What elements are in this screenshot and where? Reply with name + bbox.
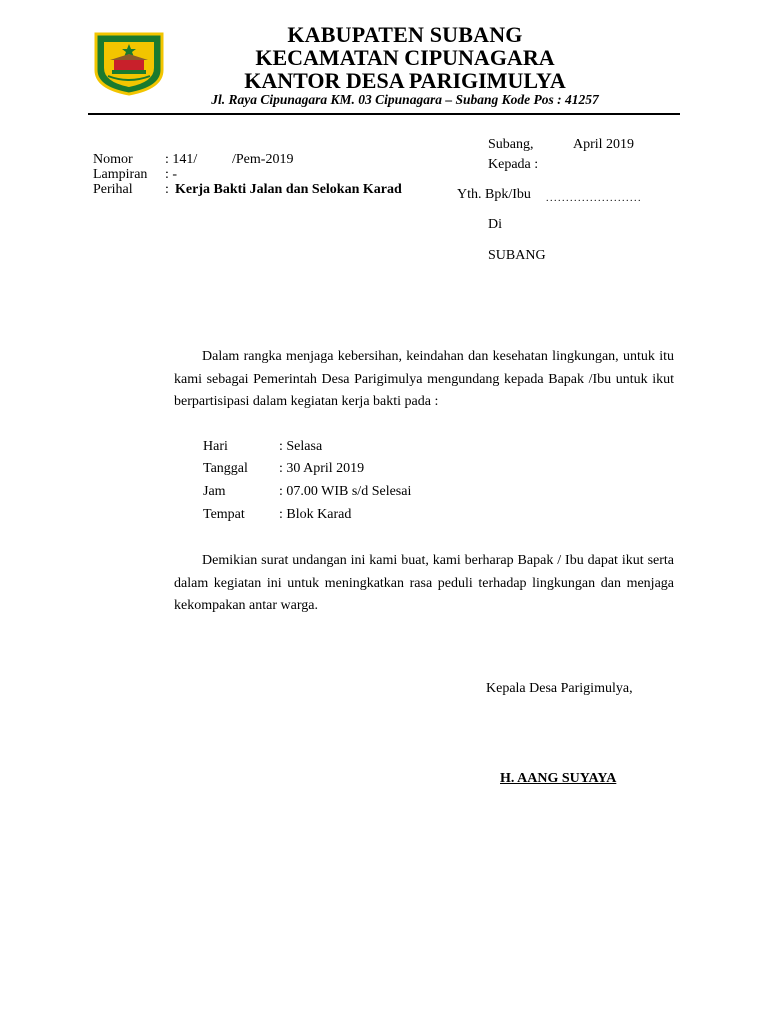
letter-date: April 2019 bbox=[573, 137, 635, 152]
recipient-blank: ........................ bbox=[546, 193, 642, 204]
letterhead-address: Jl. Raya Cipunagara KM. 03 Cipunagara – Subang Kode Pos : 41257 bbox=[211, 92, 599, 107]
lampiran-value: : - bbox=[165, 167, 178, 182]
letterhead-divider bbox=[88, 113, 680, 115]
recipient-city: SUBANG bbox=[488, 248, 546, 263]
detail-value-tempat: : Blok Karad bbox=[279, 507, 352, 522]
recipient-yth: Yth. Bpk/Ibu bbox=[457, 187, 531, 202]
letterhead-office: KANTOR DESA PARIGIMULYA bbox=[244, 68, 566, 93]
perihal-label: Perihal bbox=[93, 182, 133, 197]
letterhead-regency: KABUPATEN SUBANG bbox=[287, 22, 523, 47]
recipient-kepada: Kepada : bbox=[488, 157, 539, 172]
village-emblem-logo bbox=[92, 30, 166, 96]
signature-name: H. AANG SUYAYA bbox=[500, 771, 617, 786]
recipient-di: Di bbox=[488, 217, 502, 232]
signature-title: Kepala Desa Parigimulya, bbox=[486, 681, 633, 696]
detail-label-tempat: Tempat bbox=[203, 507, 245, 522]
detail-value-jam: : 07.00 WIB s/d Selesai bbox=[279, 484, 412, 499]
detail-label-tanggal: Tanggal bbox=[203, 461, 248, 476]
detail-label-jam: Jam bbox=[203, 484, 226, 499]
detail-value-hari: : Selasa bbox=[279, 439, 323, 454]
perihal-value: Kerja Bakti Jalan dan Selokan Karad bbox=[175, 182, 402, 197]
nomor-label: Nomor bbox=[93, 152, 133, 167]
nomor-suffix: /Pem-2019 bbox=[232, 152, 294, 167]
lampiran-label: Lampiran bbox=[93, 167, 148, 182]
detail-label-hari: Hari bbox=[203, 439, 228, 454]
perihal-separator: : bbox=[165, 182, 169, 197]
closing-paragraph: Demikian surat undangan ini kami buat, kami berharap Bapak / Ibu dapat ikut serta dalam kegiatan ini untuk meningkatkan rasa peduli terhadap lingkungan dan menjaga kekompakan antar warga. bbox=[174, 553, 674, 613]
opening-paragraph: Dalam rangka menjaga kebersihan, keindahan dan kesehatan lingkungan, untuk itu kami sebagai Pemerintah Desa Parigimulya mengundang kepada Bapak /Ibu untuk ikut berpartisipasi dalam kegiatan kerja bakti pada : bbox=[174, 349, 674, 409]
letter-place: Subang, bbox=[488, 137, 534, 152]
nomor-value: : 141/ bbox=[165, 152, 198, 167]
detail-value-tanggal: : 30 April 2019 bbox=[279, 461, 365, 476]
letterhead-district: KECAMATAN CIPUNAGARA bbox=[255, 45, 555, 70]
